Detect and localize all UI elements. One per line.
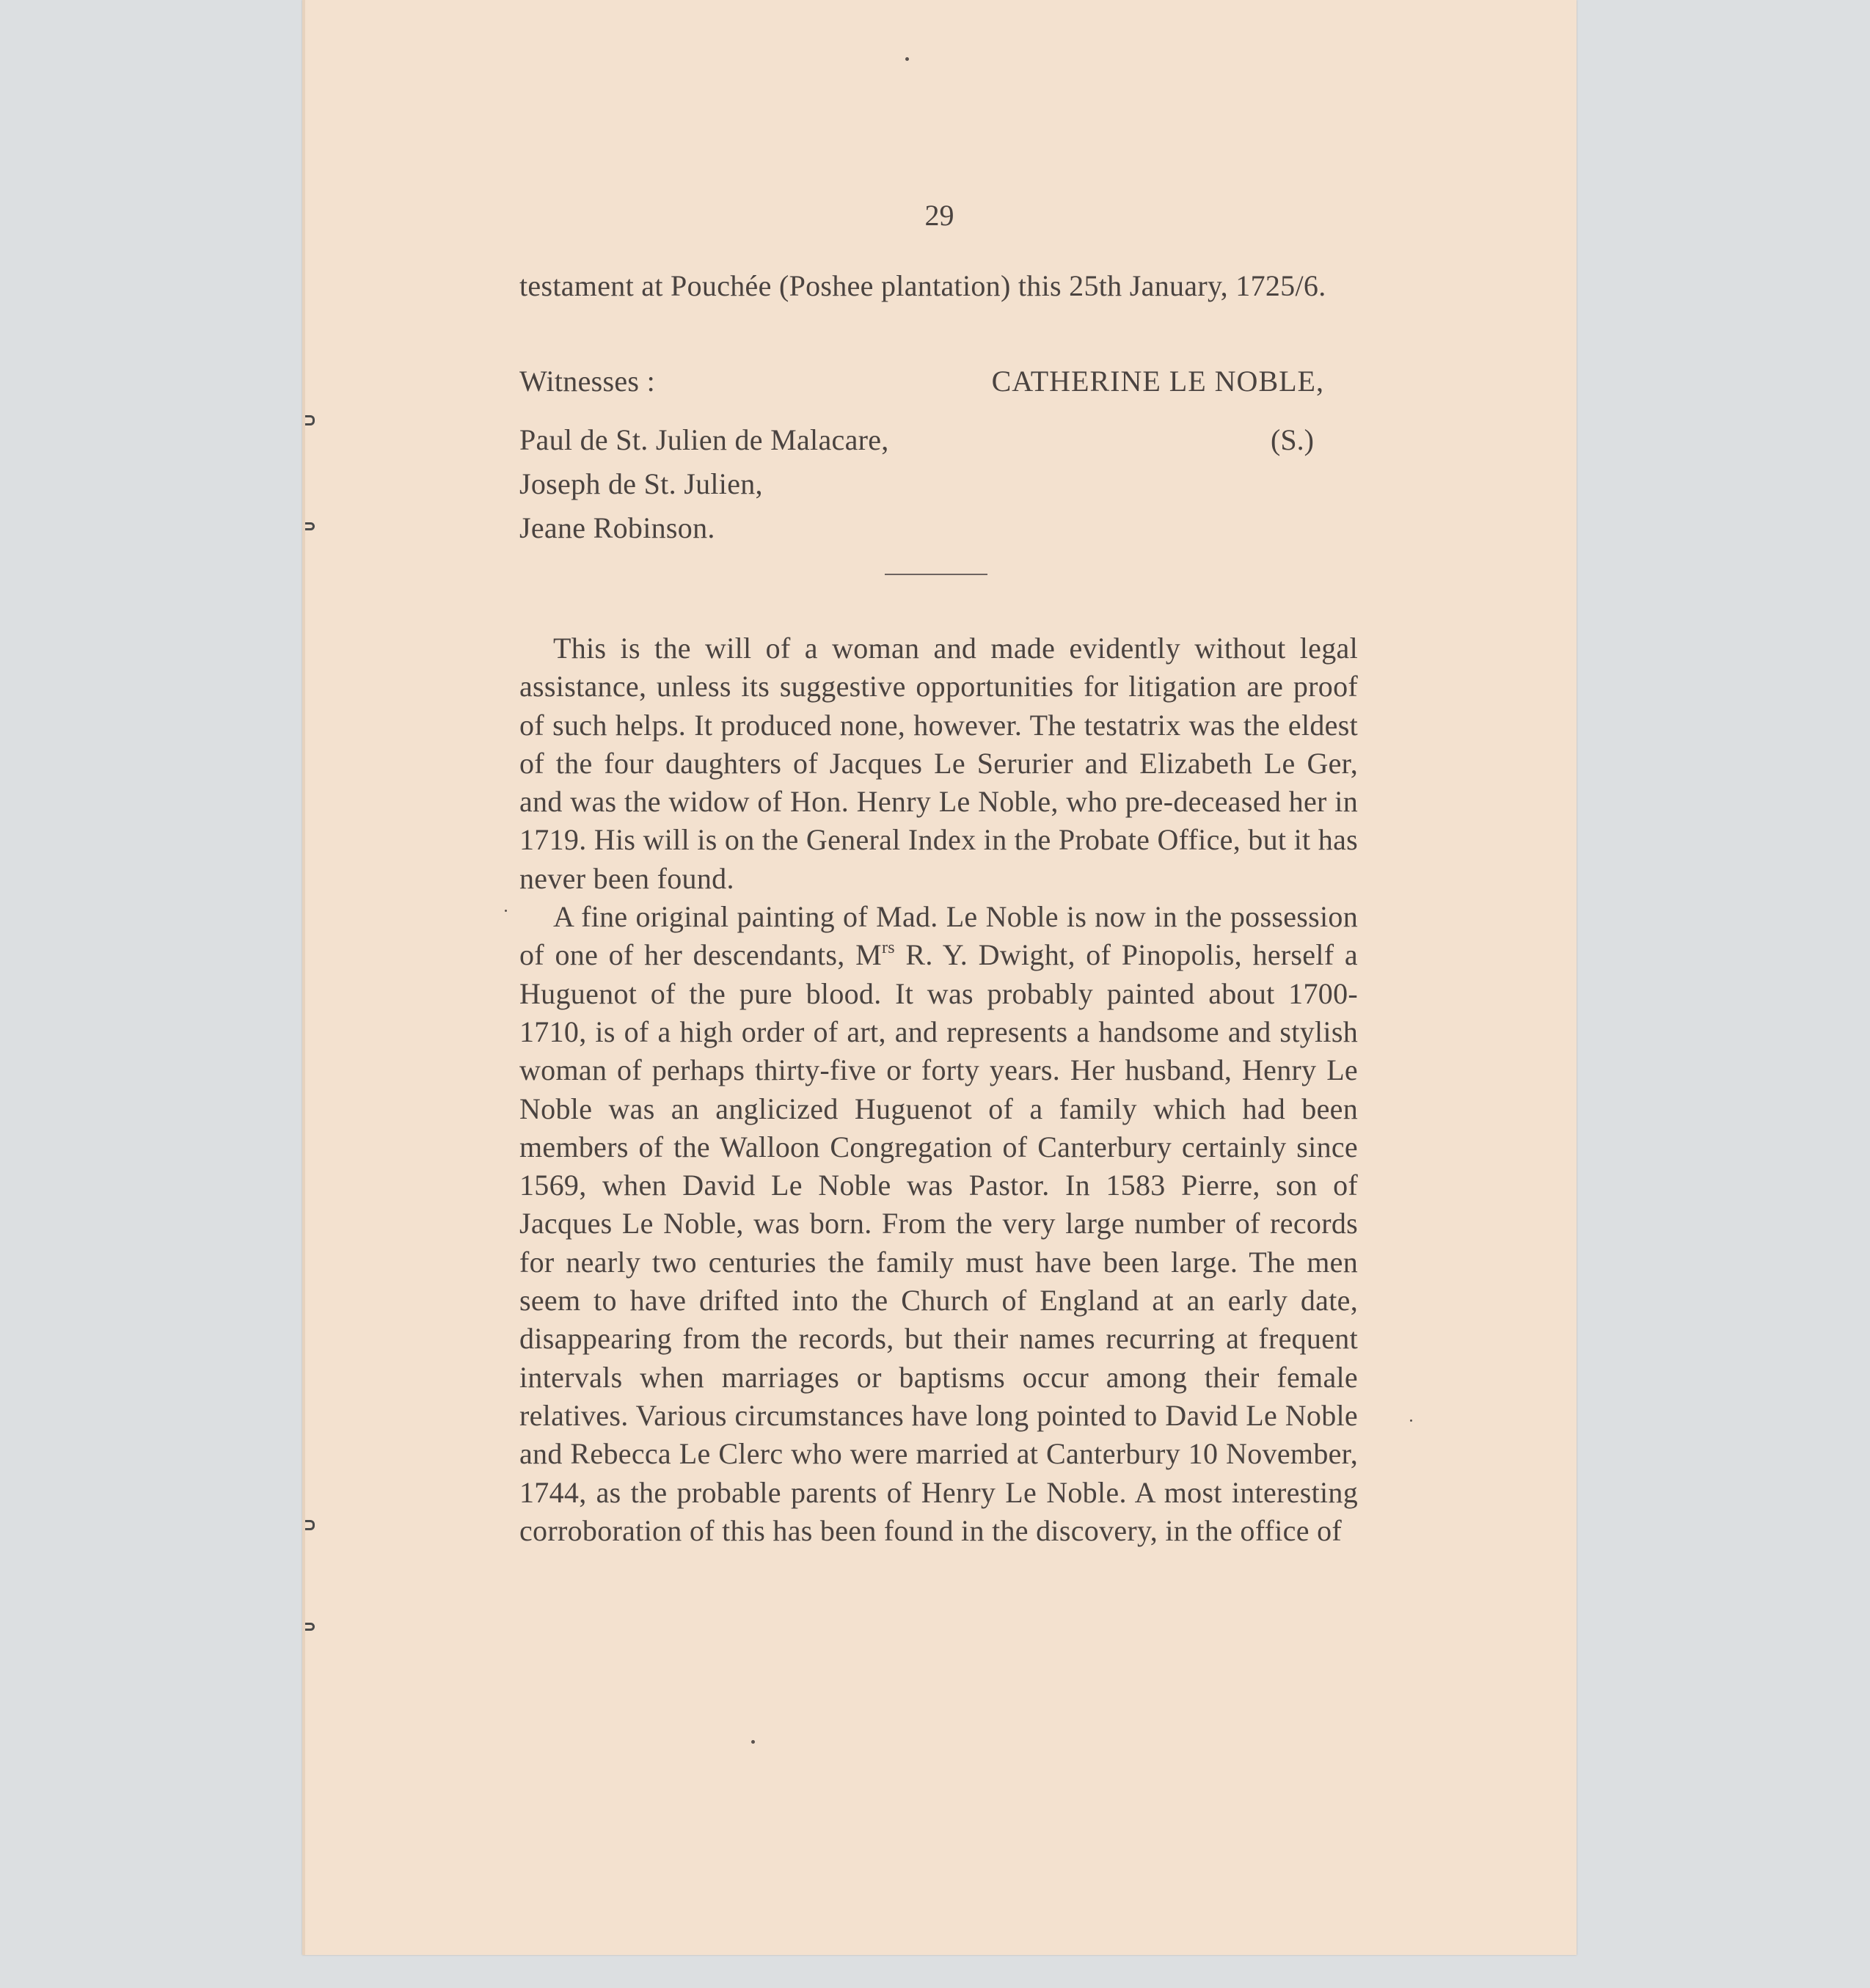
print-speck xyxy=(1410,1419,1412,1422)
seal-mark: (S.) xyxy=(1271,423,1314,456)
witness-list xyxy=(519,418,1358,550)
binding-mark xyxy=(305,522,315,530)
witness-name: Jeane Robinson. xyxy=(519,511,715,544)
binding-mark xyxy=(305,1520,315,1530)
signatory-name: CATHERINE LE NOBLE, xyxy=(991,365,1324,398)
print-speck xyxy=(905,57,909,61)
paragraph-text: A fine original painting of Mad. Le Noble is now in the possession of one of her descendants, M xyxy=(519,900,1358,972)
binding-mark xyxy=(305,1623,315,1631)
print-speck xyxy=(751,1740,755,1744)
book-page xyxy=(302,0,1577,1955)
witnesses-label: Witnesses : xyxy=(519,365,655,398)
paragraph-text: R. Y. Dwight, of Pinopolis, herself a Huguenot of the pure blood. It was probably painted about 1700-1710, is of a high order of art, and represents a handsome and stylish woman of perhaps thirty-five or forty years. Her husband, Henry Le Noble was an anglicized Huguenot of a family which had been members of the Walloon Congregation of Canterbury certainly since 1569, when David Le Noble was Pastor. In 1583 Pierre, son of Jacques Le Noble, was born. From the very large number of records for nearly two centuries the family must have been large. The men seem to have drifted into the Church of England at an early date, disappearing from the records, but their names recurring at frequent intervals when marriages or baptisms occur among their female relatives. Various circumstances have long pointed to David Le Noble and Rebecca Le Clerc who were married at Canterbury 10 November, 1744, as the probable parents of Henry Le Noble. A most interesting corroboration of this has been found in the discovery, in the office of xyxy=(519,938,1358,1547)
witness-name: Joseph de St. Julien, xyxy=(519,467,763,500)
section-divider xyxy=(885,574,987,575)
superscript: rs xyxy=(881,938,895,958)
binding-mark xyxy=(305,415,315,425)
print-speck xyxy=(505,910,507,912)
opening-line: testament at Pouchée (Poshee plantation) this 25th January, 1725/6. xyxy=(519,269,1326,302)
paragraph xyxy=(519,898,1358,1550)
body-text xyxy=(519,629,1358,1550)
signature-row xyxy=(519,362,1358,401)
page-number: 29 xyxy=(924,199,954,232)
paragraph: This is the will of a woman and made evidently without legal assistance, unless its suggestive opportunities for litigation are proof of such helps. It produced none, however. The testatrix was the eldest of the four daughters of Jacques Le Serurier and Elizabeth Le Ger, and was the widow of Hon. Henry Le Noble, who pre-deceased her in 1719. His will is on the General Index in the Probate Office, but it has never been found. xyxy=(519,632,1358,895)
witness-name: Paul de St. Julien de Malacare, xyxy=(519,423,889,456)
